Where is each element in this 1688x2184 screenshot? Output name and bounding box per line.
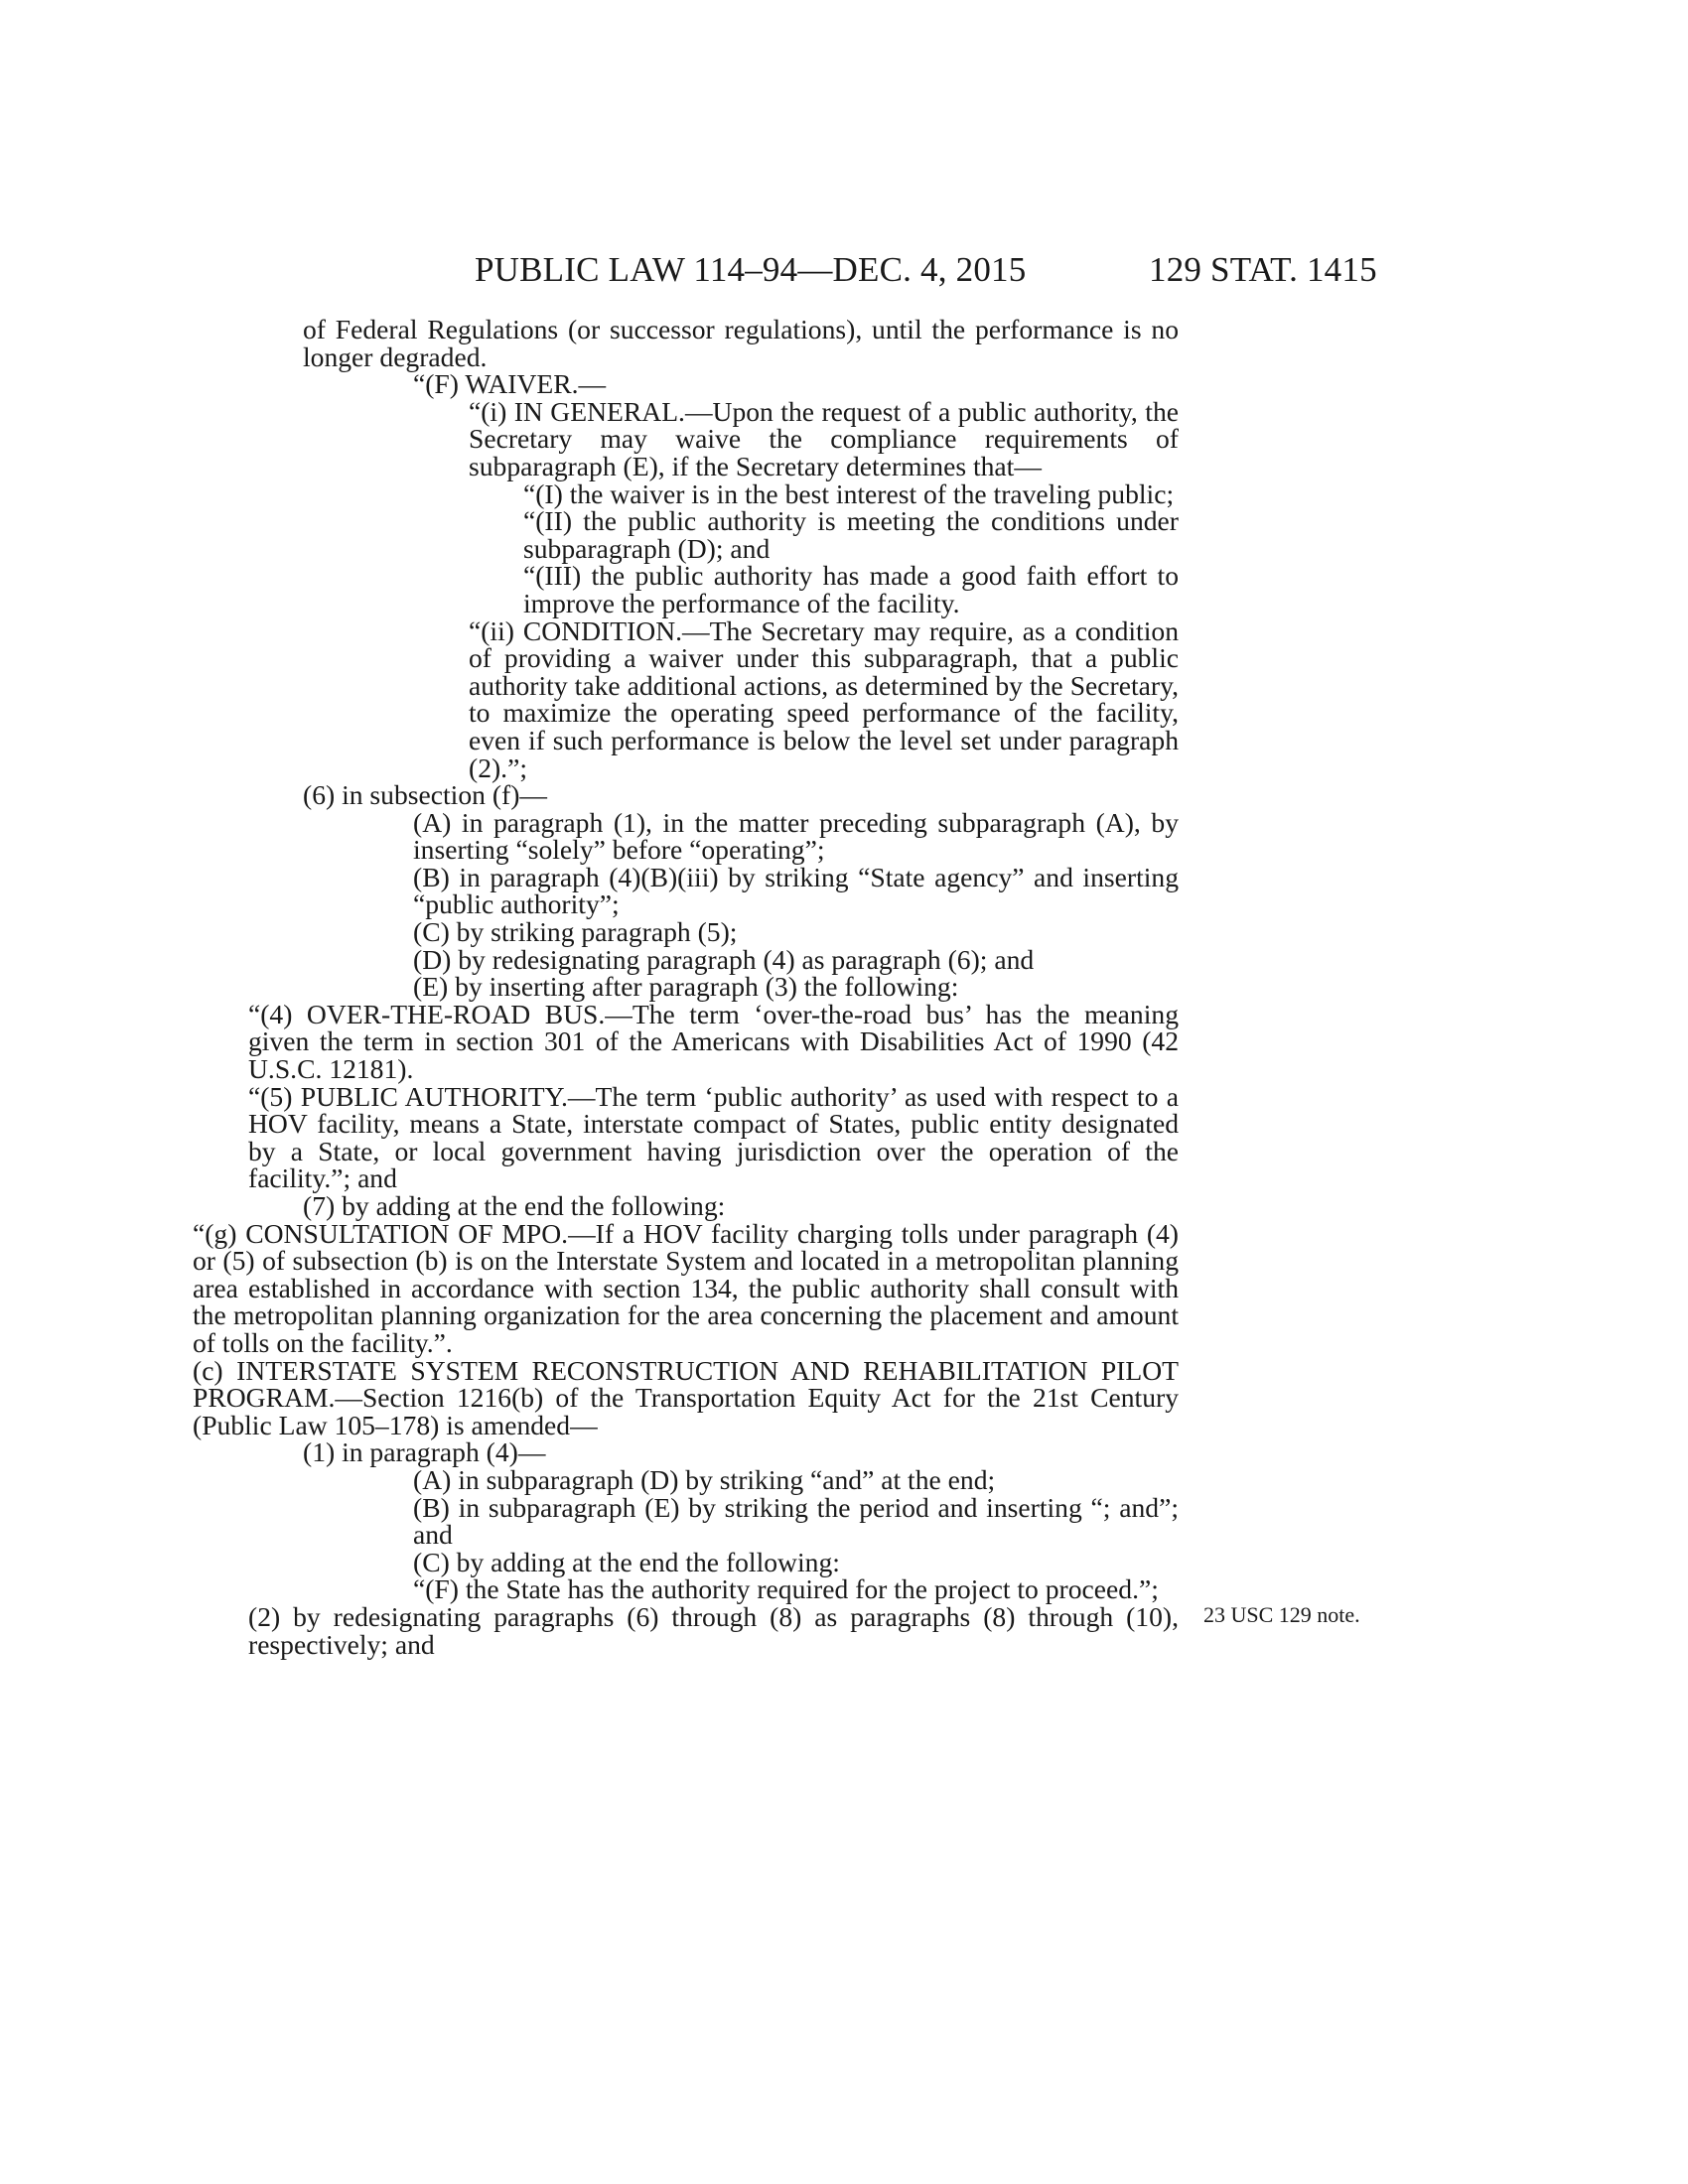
paragraph: (E) by inserting after paragraph (3) the following: [413, 971, 959, 1003]
paragraph: (C) by adding at the end the following: [413, 1546, 840, 1577]
paragraph: (7) by adding at the end the following: [303, 1190, 726, 1221]
paragraph: (A) in subparagraph (D) by striking “and” at the end; [413, 1463, 996, 1495]
paragraph: (C) by striking paragraph (5); [413, 916, 738, 948]
paragraph: (B) in subparagraph (E) by striking the period and inserting “; and”; and [413, 1491, 1179, 1551]
paragraph: “(g) CONSULTATION OF MPO.—If a HOV facility charging tolls under paragraph (4) or (5) of subsection (b) is on the Interstate System and located in a metropolitan planning area established in accordance with section 134, the public authority shall consult with the metropolitan planning organization for the area concerning the placement and amount of tolls on the facility.”. [193, 1217, 1179, 1358]
paragraph: “(III) the public authority has made a good faith effort to improve the performance of the facility. [523, 560, 1179, 618]
paragraph: “(II) the public authority is meeting the conditions under subparagraph (D); and [523, 505, 1179, 564]
paragraph: (1) in paragraph (4)— [303, 1436, 546, 1468]
statute-text [193, 314, 1179, 1660]
paragraph: “(F) WAIVER.— [413, 368, 607, 400]
paragraph: “(5) PUBLIC AUTHORITY.—The term ‘public authority’ as used with respect to a HOV facility, means a State, interstate compact of States, public entity designated by a State, or local government having jurisdiction over the operation of the facility.”; and [248, 1080, 1179, 1194]
usc-margin-note: 23 USC 129 note. [1203, 1602, 1360, 1627]
paragraph: “(I) the waiver is in the best interest of the traveling public; [523, 478, 1175, 509]
paragraph: (2) by redesignating paragraphs (6) through (8) as paragraphs (8) through (10), respectively; and [248, 1600, 1179, 1660]
paragraph: (c) INTERSTATE SYSTEM RECONSTRUCTION AND REHABILITATION PILOT PROGRAM.—Section 1216(b) of the Transportation Equity Act for the 21st Century (Public Law 105–178) is amended— [193, 1354, 1179, 1440]
paragraph: (B) in paragraph (4)(B)(iii) by striking “State agency” and inserting “public authority”; [413, 861, 1179, 920]
paragraph: “(i) IN GENERAL.—Upon the request of a public authority, the Secretary may waive the compliance requirements of subparagraph (E), if the Secretary determines that— [469, 395, 1179, 481]
paragraph: “(F) the State has the authority required for the project to proceed.”; [413, 1573, 1159, 1605]
paragraph: (D) by redesignating paragraph (4) as paragraph (6); and [413, 943, 1035, 975]
page-number-citation: 129 STAT. 1415 [1149, 250, 1377, 289]
running-header-title: PUBLIC LAW 114–94—DEC. 4, 2015 [475, 250, 1027, 289]
paragraph: (A) in paragraph (1), in the matter preceding subparagraph (A), by inserting “solely” before “operating”; [413, 806, 1179, 866]
paragraph: of Federal Regulations (or successor regulations), until the performance is no longer degraded. [303, 314, 1179, 372]
paragraph: “(4) OVER-THE-ROAD BUS.—The term ‘over-the-road bus’ has the meaning given the term in section 301 of the Americans with Disabilities Act of 1990 (42 U.S.C. 12181). [248, 998, 1179, 1085]
paragraph: (6) in subsection (f)— [303, 779, 547, 811]
paragraph: “(ii) CONDITION.—The Secretary may require, as a condition of providing a waiver under this subparagraph, that a public authority take additional actions, as determined by the Secretary, to maximize the operating speed performance of the facility, even if such performance is below the level set under paragraph (2).”; [469, 614, 1179, 783]
